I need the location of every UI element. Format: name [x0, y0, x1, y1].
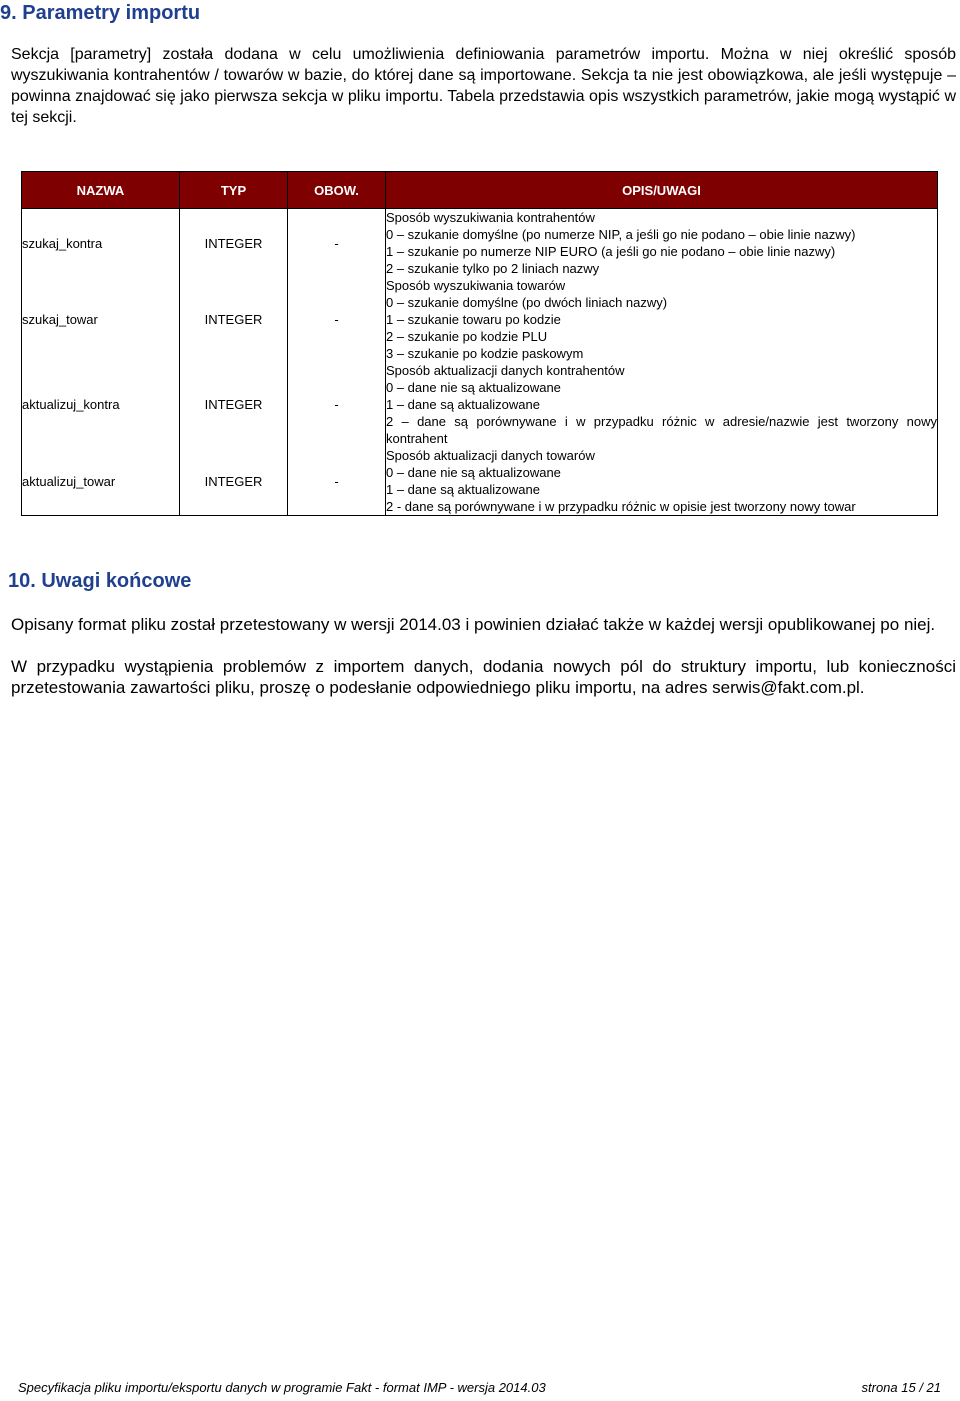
header-desc: OPIS/UWAGI: [386, 172, 938, 209]
desc-line: 0 – szukanie domyślne (po numerze NIP, a jeśli go nie podano – obie linie nazwy): [386, 227, 856, 242]
desc-line: 2 – dane są porównywane i w przypadku różnic w adresie/nazwie jest tworzony nowy kontrahent: [386, 414, 937, 446]
param-type: INTEGER: [180, 447, 288, 516]
table-row: [22, 277, 938, 362]
footer-document-title: Specyfikacja pliku importu/eksportu danych w programie Fakt - format IMP - wersja 2014.03: [18, 1380, 546, 1395]
param-type: INTEGER: [180, 362, 288, 447]
section-9-title: 9. Parametry importu: [0, 2, 201, 24]
desc-line: 2 – szukanie tylko po 2 liniach nazwy: [386, 261, 600, 276]
param-desc: [386, 362, 938, 447]
table-row: [22, 209, 938, 278]
param-desc: [386, 447, 938, 516]
desc-line: 0 – dane nie są aktualizowane: [386, 380, 561, 395]
desc-line: 2 - dane są porównywane i w przypadku różnic w opisie jest tworzony nowy towar: [386, 499, 856, 514]
header-name: NAZWA: [22, 172, 180, 209]
header-required: OBOW.: [288, 172, 386, 209]
desc-line: 3 – szukanie po kodzie paskowym: [386, 346, 584, 361]
table-header-row: [22, 172, 938, 209]
parameters-table: [21, 171, 938, 516]
desc-line: Sposób aktualizacji danych towarów: [386, 448, 595, 463]
param-required: -: [288, 362, 386, 447]
param-name: szukaj_kontra: [22, 209, 180, 278]
param-required: -: [288, 277, 386, 362]
param-type: INTEGER: [180, 277, 288, 362]
table-row: [22, 447, 938, 516]
desc-line: Sposób wyszukiwania kontrahentów: [386, 210, 595, 225]
section-10-paragraph-1: Opisany format pliku został przetestowany w wersji 2014.03 i powinien działać także w każdej wersji opublikowanej po niej.: [11, 615, 936, 634]
desc-line: 1 – szukanie towaru po kodzie: [386, 312, 561, 327]
section-9-intro: Sekcja [parametry] została dodana w celu umożliwienia definiowania parametrów importu. Można w niej określić sposób wyszukiwania kontrahentów / towarów w bazie, do której dane są importowane. Sekcja ta nie jest obowiązkowa, ale jeśli występuje – powinna znajdować się jako pierwsza sekcja w pliku importu. Tabela przedstawia opis wszystkich parametrów, jakie mogą wystąpić w tej sekcji.: [11, 46, 956, 126]
param-name: aktualizuj_kontra: [22, 362, 180, 447]
param-desc: [386, 277, 938, 362]
param-name: aktualizuj_towar: [22, 447, 180, 516]
param-required: -: [288, 209, 386, 278]
desc-line: 1 – dane są aktualizowane: [386, 482, 540, 497]
param-name: szukaj_towar: [22, 277, 180, 362]
desc-line: 0 – dane nie są aktualizowane: [386, 465, 561, 480]
footer-page-number: strona 15 / 21: [861, 1380, 941, 1395]
desc-line: Sposób wyszukiwania towarów: [386, 278, 566, 293]
section-10-paragraph-2: W przypadku wystąpienia problemów z importem danych, dodania nowych pól do struktury importu, lub konieczności przetestowania zawartości pliku, proszę o podesłanie odpowiedniego pliku importu, na adres serwis@fakt.com.pl.: [11, 657, 956, 697]
desc-line: 2 – szukanie po kodzie PLU: [386, 329, 548, 344]
section-10-title: 10. Uwagi końcowe: [8, 570, 192, 592]
desc-line: 1 – szukanie po numerze NIP EURO (a jeśli go nie podano – obie linie nazwy): [386, 244, 836, 259]
desc-line: 0 – szukanie domyślne (po dwóch liniach nazwy): [386, 295, 668, 310]
param-type: INTEGER: [180, 209, 288, 278]
table-row: [22, 362, 938, 447]
desc-line: 1 – dane są aktualizowane: [386, 397, 540, 412]
header-type: TYP: [180, 172, 288, 209]
param-desc: [386, 209, 938, 278]
param-required: -: [288, 447, 386, 516]
desc-line: Sposób aktualizacji danych kontrahentów: [386, 363, 625, 378]
